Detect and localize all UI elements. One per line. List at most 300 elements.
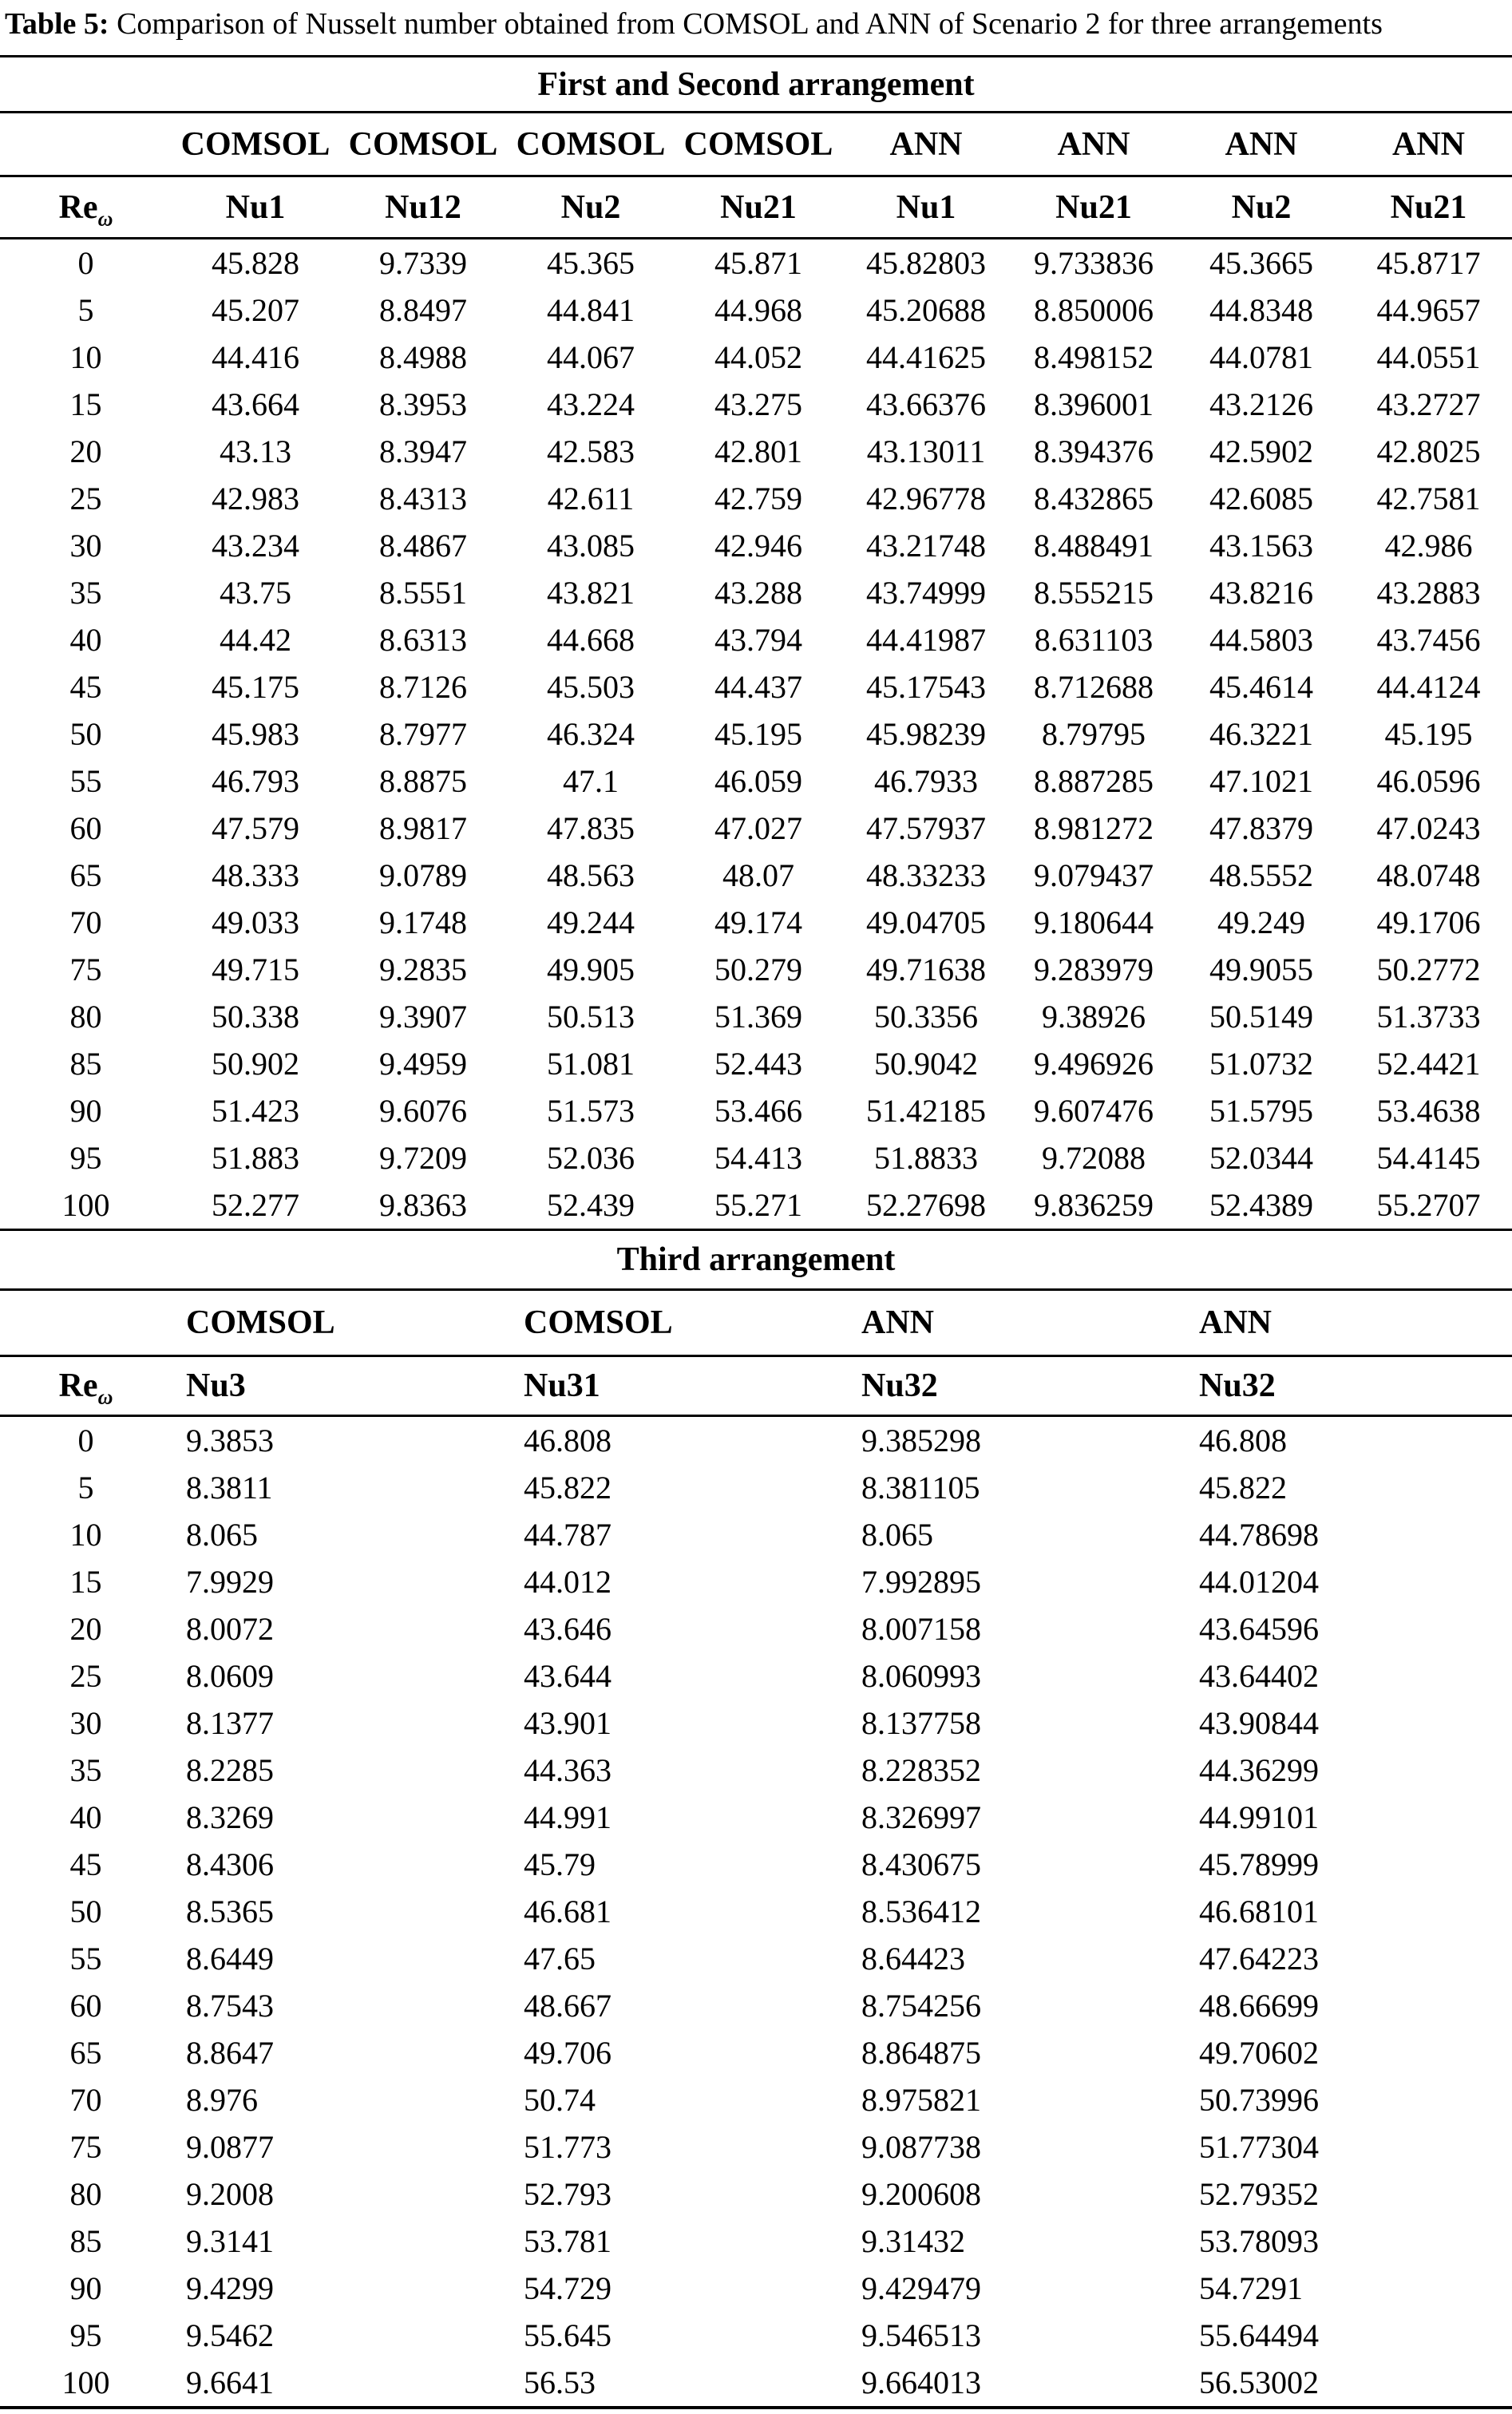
first-second-arrangement-table (0, 57, 1512, 1231)
row-label-cell: 90 (69, 2270, 102, 2306)
data-cell: 43.21748 (866, 528, 986, 564)
table-row (0, 2029, 1512, 2076)
data-cell: 42.6085 (1209, 481, 1313, 516)
data-cell: 52.439 (547, 1187, 635, 1223)
data-cell: 48.07 (722, 857, 794, 893)
data-cell: 47.027 (714, 810, 802, 846)
row-label-cell: 50 (69, 1894, 102, 1929)
data-cell: 49.1706 (1376, 904, 1481, 940)
data-cell: 42.946 (714, 528, 802, 564)
data-cell: 56.53002 (1199, 2365, 1319, 2400)
data-cell: 42.8025 (1376, 433, 1481, 469)
column-header-cell: Nu32 (1185, 1356, 1512, 1416)
row-label-cell: 85 (69, 2223, 102, 2259)
data-cell: 8.7977 (379, 716, 467, 752)
data-cell: 8.065 (186, 1517, 258, 1553)
row-label-cell: 75 (69, 2129, 102, 2165)
data-cell: 47.57937 (866, 810, 986, 846)
data-cell: 8.065 (861, 1517, 933, 1553)
data-cell: 45.20688 (866, 292, 986, 328)
data-cell: 52.0344 (1209, 1140, 1313, 1176)
data-cell: 47.579 (212, 810, 299, 846)
column-header-cell: Nu31 (509, 1356, 847, 1416)
data-cell: 9.836259 (1034, 1187, 1154, 1223)
data-cell: 9.200608 (861, 2176, 981, 2212)
data-cell: 8.4313 (379, 481, 467, 516)
data-cell: 50.74 (524, 2082, 596, 2118)
data-cell: 45.78999 (1199, 1846, 1319, 1882)
data-cell: 9.2835 (379, 952, 467, 987)
data-cell: 45.82803 (866, 245, 986, 281)
data-cell: 43.74999 (866, 575, 986, 611)
data-cell: 47.65 (524, 1941, 596, 1977)
table-row (0, 2359, 1512, 2408)
data-cell: 47.1 (563, 763, 619, 799)
table-row (0, 1652, 1512, 1700)
data-cell: 8.5551 (379, 575, 467, 611)
data-cell: 45.365 (547, 245, 635, 281)
group-header-cell: COMSOL (339, 113, 507, 176)
data-cell: 8.0072 (186, 1611, 274, 1647)
data-cell: 43.794 (714, 622, 802, 658)
data-cell: 50.279 (714, 952, 802, 987)
data-cell: 8.7543 (186, 1988, 274, 2024)
table-row (0, 1935, 1512, 1982)
data-cell: 45.4614 (1209, 669, 1313, 705)
data-cell: 9.7209 (379, 1140, 467, 1176)
data-cell: 52.27698 (866, 1187, 986, 1223)
row-label-cell: 100 (61, 2365, 110, 2400)
row-label-cell: 0 (77, 1423, 94, 1458)
data-cell: 8.2285 (186, 1752, 274, 1788)
data-cell: 45.3665 (1209, 245, 1313, 281)
data-cell: 50.9042 (874, 1046, 978, 1082)
data-cell: 52.79352 (1199, 2176, 1319, 2212)
data-cell: 42.7581 (1376, 481, 1481, 516)
data-cell: 47.0243 (1376, 810, 1481, 846)
data-cell: 9.72088 (1042, 1140, 1146, 1176)
data-cell: 43.75 (220, 575, 291, 611)
data-cell: 52.793 (524, 2176, 612, 2212)
section-title: First and Second arrangement (0, 57, 1512, 113)
row-label-cell: 50 (69, 716, 102, 752)
row-label-cell: 100 (61, 1187, 110, 1223)
data-cell: 44.416 (212, 339, 299, 375)
column-header-cell: Nu12 (339, 176, 507, 239)
group-header-cell: ANN (1185, 1290, 1512, 1356)
data-cell: 43.90844 (1199, 1705, 1319, 1741)
data-cell: 49.71638 (866, 952, 986, 987)
data-cell: 8.6449 (186, 1941, 274, 1977)
data-cell: 8.432865 (1034, 481, 1154, 516)
data-cell: 44.968 (714, 292, 802, 328)
data-cell: 56.53 (524, 2365, 596, 2400)
row-label-cell: 20 (69, 433, 102, 469)
column-header-cell: Nu1 (172, 176, 339, 239)
omega-subscript: ω (97, 206, 113, 230)
table-row (0, 1134, 1512, 1181)
table-row (0, 1982, 1512, 2029)
data-cell: 8.430675 (861, 1846, 981, 1882)
data-cell: 47.8379 (1209, 810, 1313, 846)
table-row (0, 899, 1512, 946)
data-cell: 46.324 (547, 716, 635, 752)
data-cell: 43.64596 (1199, 1611, 1319, 1647)
data-cell: 9.3853 (186, 1423, 274, 1458)
group-header-cell: ANN (1010, 113, 1178, 176)
data-cell: 46.059 (714, 763, 802, 799)
data-cell: 43.901 (524, 1705, 612, 1741)
data-cell: 49.9055 (1209, 952, 1313, 987)
data-cell: 48.5552 (1209, 857, 1313, 893)
row-label-cell: 30 (69, 528, 102, 564)
data-cell: 8.8497 (379, 292, 467, 328)
column-header-cell: Nu32 (847, 1356, 1185, 1416)
column-header-cell: Nu21 (675, 176, 842, 239)
data-cell: 49.04705 (866, 904, 986, 940)
row-label-cell: 0 (77, 245, 94, 281)
data-cell: 50.338 (212, 999, 299, 1035)
row-label-cell: 15 (69, 386, 102, 422)
data-cell: 42.801 (714, 433, 802, 469)
data-cell: 47.64223 (1199, 1941, 1319, 1977)
data-cell: 45.17543 (866, 669, 986, 705)
data-cell: 43.085 (547, 528, 635, 564)
data-cell: 48.667 (524, 1988, 612, 2024)
data-cell: 48.33233 (866, 857, 986, 893)
row-label-cell: 75 (69, 952, 102, 987)
table-body (0, 1416, 1512, 2408)
data-cell: 9.2008 (186, 2176, 274, 2212)
row-label-cell: 55 (69, 763, 102, 799)
row-label-cell: 65 (69, 2035, 102, 2071)
data-cell: 46.3221 (1209, 716, 1313, 752)
data-cell: 9.180644 (1034, 904, 1154, 940)
data-cell: 9.0789 (379, 857, 467, 893)
data-cell: 43.664 (212, 386, 299, 422)
data-cell: 44.0551 (1376, 339, 1481, 375)
table-row (0, 1511, 1512, 1558)
group-header-cell: COMSOL (172, 1290, 509, 1356)
data-cell: 43.13 (220, 433, 291, 469)
row-label-cell: 40 (69, 1799, 102, 1835)
data-cell: 8.394376 (1034, 433, 1154, 469)
data-cell: 44.0781 (1209, 339, 1313, 375)
data-cell: 44.668 (547, 622, 635, 658)
data-cell: 53.78093 (1199, 2223, 1319, 2259)
data-cell: 42.5902 (1209, 433, 1313, 469)
row-label-cell: 90 (69, 1093, 102, 1129)
data-cell: 45.871 (714, 245, 802, 281)
data-cell: 45.983 (212, 716, 299, 752)
data-cell: 44.012 (524, 1564, 612, 1600)
data-cell: 52.443 (714, 1046, 802, 1082)
row-label-cell: 60 (69, 1988, 102, 2024)
table-row (0, 2171, 1512, 2218)
data-cell: 53.466 (714, 1093, 802, 1129)
data-cell: 47.835 (547, 810, 635, 846)
data-cell: 7.9929 (186, 1564, 274, 1600)
table-row (0, 381, 1512, 428)
data-cell: 8.0609 (186, 1658, 274, 1694)
data-cell: 55.271 (714, 1187, 802, 1223)
column-header-cell: Nu3 (172, 1356, 509, 1416)
data-cell: 46.7933 (874, 763, 978, 799)
data-cell: 8.381105 (861, 1470, 980, 1506)
row-label-cell: 25 (69, 481, 102, 516)
data-cell: 44.41987 (866, 622, 986, 658)
data-cell: 51.5795 (1209, 1093, 1313, 1129)
data-cell: 9.283979 (1034, 952, 1154, 987)
data-cell: 8.3269 (186, 1799, 274, 1835)
data-cell: 8.850006 (1034, 292, 1154, 328)
data-cell: 8.3947 (379, 433, 467, 469)
data-cell: 46.681 (524, 1894, 612, 1929)
data-cell: 43.13011 (866, 433, 986, 469)
data-cell: 8.976 (186, 2082, 258, 2118)
data-cell: 8.060993 (861, 1658, 981, 1694)
table-row (0, 805, 1512, 852)
data-cell: 8.981272 (1034, 810, 1154, 846)
column-header-cell: Nu21 (1010, 176, 1178, 239)
data-cell: 8.7126 (379, 669, 467, 705)
data-cell: 55.64494 (1199, 2317, 1319, 2353)
data-cell: 42.986 (1384, 528, 1473, 564)
data-cell: 8.4988 (379, 339, 467, 375)
data-cell: 44.9657 (1376, 292, 1481, 328)
column-header-row (0, 1356, 1512, 1416)
column-header-cell: Nu21 (1345, 176, 1512, 239)
data-cell: 44.991 (524, 1799, 612, 1835)
data-cell: 50.513 (547, 999, 635, 1035)
data-cell: 8.864875 (861, 2035, 981, 2071)
data-cell: 48.563 (547, 857, 635, 893)
data-cell: 43.234 (212, 528, 299, 564)
data-cell: 45.195 (1384, 716, 1473, 752)
group-header-cell: ANN (1345, 113, 1512, 176)
data-cell: 44.01204 (1199, 1564, 1319, 1600)
data-cell: 51.423 (212, 1093, 299, 1129)
group-header-cell: ANN (842, 113, 1010, 176)
data-cell: 48.66699 (1199, 1988, 1319, 2024)
data-cell: 8.488491 (1034, 528, 1154, 564)
data-cell: 8.6313 (379, 622, 467, 658)
data-cell: 9.38926 (1042, 999, 1146, 1035)
data-cell: 47.1021 (1209, 763, 1313, 799)
data-cell: 51.883 (212, 1140, 299, 1176)
group-header-spacer (0, 1290, 172, 1356)
table-row (0, 1558, 1512, 1605)
table-row (0, 1888, 1512, 1935)
row-label-cell: 80 (69, 999, 102, 1035)
data-cell: 45.822 (524, 1470, 612, 1506)
table-row (0, 475, 1512, 522)
group-header-cell: COMSOL (509, 1290, 847, 1356)
data-cell: 50.3356 (874, 999, 978, 1035)
data-cell: 45.175 (212, 669, 299, 705)
data-cell: 44.36299 (1199, 1752, 1319, 1788)
group-header-spacer (0, 113, 172, 176)
data-cell: 45.98239 (866, 716, 986, 752)
table-row (0, 2076, 1512, 2123)
data-cell: 8.3953 (379, 386, 467, 422)
row-label-cell: 10 (69, 339, 102, 375)
data-cell: 51.081 (547, 1046, 635, 1082)
data-cell: 52.4389 (1209, 1187, 1313, 1223)
data-cell: 9.3141 (186, 2223, 274, 2259)
table-body (0, 239, 1512, 1230)
row-label-cell: 5 (77, 292, 94, 328)
data-cell: 9.385298 (861, 1423, 981, 1458)
data-cell: 44.363 (524, 1752, 612, 1788)
data-cell: 8.1377 (186, 1705, 274, 1741)
data-cell: 8.396001 (1034, 386, 1154, 422)
column-header-cell: Nu2 (507, 176, 675, 239)
data-cell: 46.68101 (1199, 1894, 1319, 1929)
data-cell: 9.5462 (186, 2317, 274, 2353)
data-cell: 43.644 (524, 1658, 612, 1694)
data-cell: 43.821 (547, 575, 635, 611)
row-label-cell: 30 (69, 1705, 102, 1741)
data-cell: 52.277 (212, 1187, 299, 1223)
data-cell: 42.759 (714, 481, 802, 516)
group-header-row (0, 1290, 1512, 1356)
data-cell: 8.4306 (186, 1846, 274, 1882)
table-row (0, 334, 1512, 381)
table-row (0, 2312, 1512, 2359)
data-cell: 46.808 (1199, 1423, 1287, 1458)
data-cell: 50.2772 (1376, 952, 1481, 987)
row-label-cell: 70 (69, 2082, 102, 2118)
data-cell: 51.77304 (1199, 2129, 1319, 2165)
data-cell: 9.3907 (379, 999, 467, 1035)
data-cell: 8.975821 (861, 2082, 981, 2118)
data-cell: 43.7456 (1376, 622, 1481, 658)
table-row (0, 993, 1512, 1040)
data-cell: 43.64402 (1199, 1658, 1319, 1694)
data-cell: 44.052 (714, 339, 802, 375)
data-cell: 53.781 (524, 2223, 612, 2259)
data-cell: 8.8875 (379, 763, 467, 799)
data-cell: 9.546513 (861, 2317, 981, 2353)
data-cell: 43.275 (714, 386, 802, 422)
row-label-cell: 45 (69, 1846, 102, 1882)
group-header-cell: COMSOL (507, 113, 675, 176)
data-cell: 49.249 (1217, 904, 1305, 940)
data-cell: 43.2883 (1376, 575, 1481, 611)
data-cell: 51.8833 (874, 1140, 978, 1176)
data-cell: 55.645 (524, 2317, 612, 2353)
data-cell: 8.498152 (1034, 339, 1154, 375)
table-row (0, 1841, 1512, 1888)
table-row (0, 1464, 1512, 1511)
row-label-cell: 40 (69, 622, 102, 658)
column-header-cell: Nu2 (1178, 176, 1345, 239)
re-omega-header-cell (0, 1356, 172, 1416)
data-cell: 53.4638 (1376, 1093, 1481, 1129)
data-cell: 51.0732 (1209, 1046, 1313, 1082)
data-cell: 43.288 (714, 575, 802, 611)
row-label-cell: 25 (69, 1658, 102, 1694)
row-label-cell: 60 (69, 810, 102, 846)
data-cell: 42.611 (547, 481, 635, 516)
data-cell: 8.9817 (379, 810, 467, 846)
table-row (0, 758, 1512, 805)
data-cell: 9.087738 (861, 2129, 981, 2165)
data-cell: 8.754256 (861, 1988, 981, 2024)
data-cell: 44.437 (714, 669, 802, 705)
data-cell: 49.706 (524, 2035, 612, 2071)
section-title-row (0, 1231, 1512, 1290)
row-label-cell: 70 (69, 904, 102, 940)
row-label-cell: 35 (69, 1752, 102, 1788)
data-cell: 8.64423 (861, 1941, 965, 1977)
data-cell: 51.3733 (1376, 999, 1481, 1035)
row-label-cell: 5 (77, 1470, 94, 1506)
data-cell: 9.31432 (861, 2223, 965, 2259)
data-cell: 44.5803 (1209, 622, 1313, 658)
data-cell: 45.822 (1199, 1470, 1287, 1506)
data-cell: 54.4145 (1376, 1140, 1481, 1176)
data-cell: 44.8348 (1209, 292, 1313, 328)
data-cell: 55.2707 (1376, 1187, 1481, 1223)
table-row (0, 1605, 1512, 1652)
data-cell: 45.207 (212, 292, 299, 328)
data-cell: 42.96778 (866, 481, 986, 516)
data-cell: 43.224 (547, 386, 635, 422)
data-cell: 44.841 (547, 292, 635, 328)
data-cell: 54.729 (524, 2270, 612, 2306)
third-arrangement-table (0, 1231, 1512, 2409)
data-cell: 8.555215 (1034, 575, 1154, 611)
row-label-cell: 55 (69, 1941, 102, 1977)
data-cell: 49.033 (212, 904, 299, 940)
data-cell: 49.244 (547, 904, 635, 940)
table-row (0, 946, 1512, 993)
data-cell: 50.5149 (1209, 999, 1313, 1035)
data-cell: 43.646 (524, 1611, 612, 1647)
table-row (0, 1416, 1512, 1465)
data-cell: 54.413 (714, 1140, 802, 1176)
data-cell: 9.8363 (379, 1187, 467, 1223)
row-label-cell: 35 (69, 575, 102, 611)
data-cell: 48.333 (212, 857, 299, 893)
data-cell: 8.3811 (186, 1470, 273, 1506)
data-cell: 50.902 (212, 1046, 299, 1082)
data-cell: 9.7339 (379, 245, 467, 281)
data-cell: 51.573 (547, 1093, 635, 1129)
data-cell: 45.195 (714, 716, 802, 752)
data-cell: 52.4421 (1376, 1046, 1481, 1082)
group-header-cell: ANN (847, 1290, 1185, 1356)
data-cell: 45.8717 (1376, 245, 1481, 281)
data-cell: 9.6641 (186, 2365, 274, 2400)
data-cell: 46.793 (212, 763, 299, 799)
data-cell: 49.174 (714, 904, 802, 940)
group-header-cell: COMSOL (675, 113, 842, 176)
table-row (0, 2265, 1512, 2312)
data-cell: 9.0877 (186, 2129, 274, 2165)
table-row (0, 1181, 1512, 1230)
re-label: Re (58, 1367, 98, 1404)
row-label-cell: 95 (69, 2317, 102, 2353)
data-cell: 8.5365 (186, 1894, 274, 1929)
group-header-cell: COMSOL (172, 113, 339, 176)
data-cell: 7.992895 (861, 1564, 981, 1600)
data-cell: 46.0596 (1376, 763, 1481, 799)
data-cell: 8.887285 (1034, 763, 1154, 799)
data-cell: 44.78698 (1199, 1517, 1319, 1553)
